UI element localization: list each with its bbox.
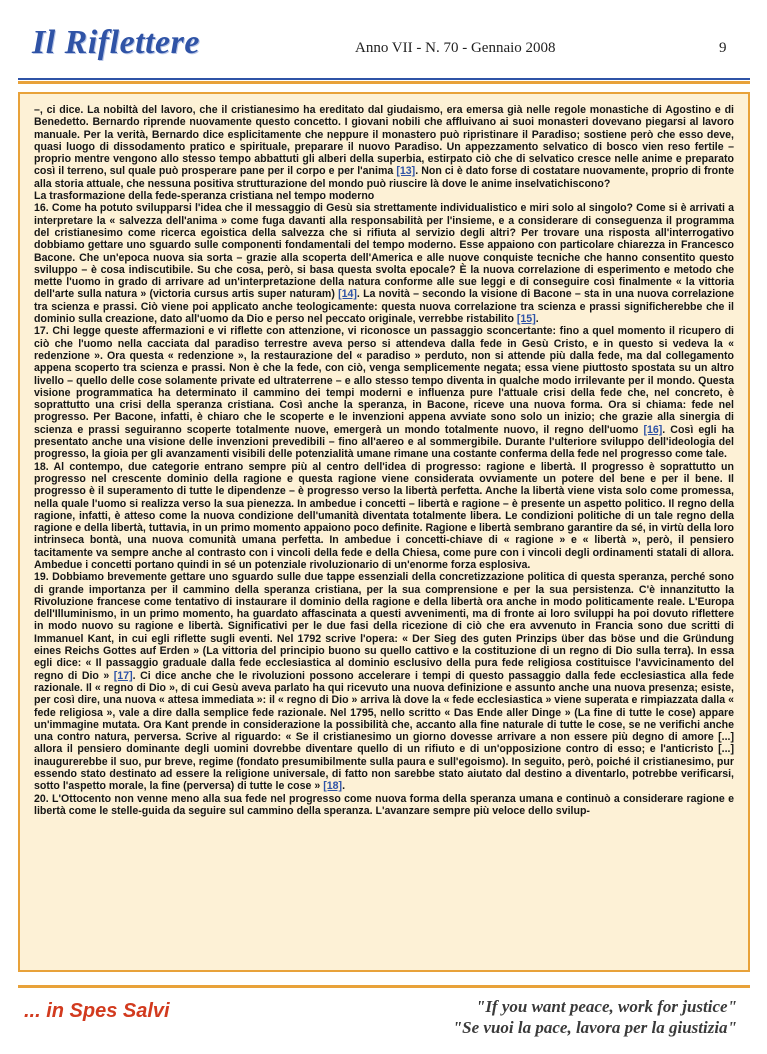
footnote-ref[interactable]: [15] [516,313,536,326]
issue-info: Anno VII - N. 70 - Gennaio 2008 [355,40,556,56]
article-paragraph: –, ci dice. La nobiltà del lavoro, che il cristianesimo ha ereditato dal giudaismo, era emersa già nelle regole monastiche di Agostino e di Benedetto. Bernardo riprende nuovamente questo concetto. I giovani nobili che affluivano ai suoi monasteri dovevano piegarsi al lavoro manuale. Per la verità, Bernardo dice esplicitamente che neppure il monastero può ripristinare il Paradiso; sostiene però che esso deve, quasi luogo di dissodamento pratico e spirituale, preparare il nuovo Paradiso. Un appezzamento selvatico di bosco vien reso fertile – proprio mentre vengono allo stesso tempo abbattuti gli alberi della superbia, estirpato ciò che di selvatico cresce nelle anime e preparato così il terreno, sul quale può prosperare pane per il corpo e per l'anima [13]. Non ci è dato forse di costatare nuovamente, proprio di fronte alla storia attuale, che nessuna positiva strutturazione del mondo può riuscire là dove le anime inselvatichiscono? [34,104,734,190]
article-paragraph: 18. Al contempo, due categorie entrano sempre più al centro dell'idea di progresso: ragione e libertà. Il progresso è soprattutto un progresso nel crescente dominio della ragione e questa ragione viene considerata ovviamente un potere del bene e per il bene. Il progresso è il superamento di tutte le dipendenze – è progresso verso la libertà perfetta. Anche la libertà viene vista solo come promessa, nella quale l'uomo si realizza verso la sua pienezza. In ambedue i concetti – libertà e ragione – è presente un aspetto politico. Il regno della ragione, infatti, è atteso come la nuova condizione dell'umanità diventata totalmente libera. Le condizioni politiche di un tale regno della ragione e della libertà, tuttavia, in un primo momento appaiono poco definite. Ragione e libertà sembrano garantire da sé, in virtù della loro intrinseca bontà, una nuova comunità umana perfetta. In ambedue i concetti-chiave di « ragione » e « libertà », però, il pensiero tacitamente va sempre anche al contrasto con i vincoli della fede e della Chiesa, come pure con i vincoli degli ordinamenti statali di allora. Ambedue i concetti portano quindi in sé un potenziale rivoluzionario di un'enorme forza esplosiva. [34,460,734,571]
footnote-ref[interactable]: [16] [643,423,663,436]
page-number: 9 [719,40,727,56]
footer-divider [18,985,750,988]
page-header [0,0,767,80]
article-paragraph: 20. L'Ottocento non venne meno alla sua fede nel progresso come nuova forma della speranza umana e continuò a considerare ragione e libertà come le stelle-guida da seguire sul cammino della speranza. L'avanzare sempre più veloce dello svilup- [34,792,734,817]
article-paragraph: 16. Come ha potuto svilupparsi l'idea che il messaggio di Gesù sia strettamente individualistico e miri solo al singolo? Come si è arrivati a interpretare la « salvezza dell'anima » come fuga davanti alla responsabilità per l'insieme, e a considerare di conseguenza il programma del cristianesimo come ricerca egoistica della salvezza che si rifiuta al servizio degli altri? Per trovare una risposta all'interrogativo dobbiamo gettare uno sguardo sulle componenti fondamentali del tempo moderno. Esse appaiono con particolare chiarezza in Francesco Bacone. Che un'epoca nuova sia sorta – grazie alla scoperta dell'America e alle nuove conquiste tecniche che hanno consentito questo sviluppo – è cosa indiscutibile. Su che cosa, però, si basa questa svolta epocale? È la nuova correlazione di esperimento e metodo che mette l'uomo in grado di arrivare ad un'interpretazione della natura conforme alle sue leggi e di conseguire così finalmente « la vittoria dell'arte sulla natura » (victoria cursus artis super naturam) [14]. La novità – secondo la visione di Bacone – sta in una nuova correlazione tra scienza e prassi. Ciò viene poi applicato anche teologicamente: questa nuova correlazione tra scienza e prassi significherebbe che il dominio sulla creazione, dato all'uomo da Dio e perso nel peccato originale, verrebbe ristabilito [15]. [34,202,734,326]
footnote-ref[interactable]: [13] [396,165,416,178]
footer-source: ... in Spes Salvi [24,1000,170,1022]
article-panel [18,92,750,972]
footnote-ref[interactable]: [17] [113,669,133,682]
article-body [34,104,734,817]
magazine-logo: Il Riflettere [32,24,200,61]
section-heading: La trasformazione della fede-speranza cristiana nel tempo moderno [34,190,375,203]
article-paragraph: 17. Chi legge queste affermazioni e vi riflette con attenzione, vi riconosce un passaggio sconcertante: fino a quel momento il ricupero di ciò che l'uomo nella cacciata dal paradiso terrestre aveva perso si attendeva dalla fede in Gesù Cristo, e in questo si vedeva la « redenzione ». Ora questa « redenzione », la restaurazione del « paradiso » perduto, non si attende più dalla fede, ma dal collegamento appena scoperto tra scienza e prassi. Non è che la fede, con ciò, venga semplicemente negata; essa viene piuttosto spostata su un altro livello – quello delle cose solamente private ed ultraterrene – e allo stesso tempo diventa in qualche modo irrilevante per il mondo. Questa visione programmatica ha determinato il cammino dei tempi moderni e influenza pure l'attuale crisi della fede che, nel concreto, è soprattutto una crisi della speranza cristiana. Così anche la speranza, in Bacone, riceve una nuova forma. Ora si chiama: fede nel progresso. Per Bacone, infatti, è chiaro che le scoperte e le invenzioni appena avviate sono solo un inizio; che grazie alla sinergia di scienza e prassi seguiranno scoperte totalmente nuove, emergerà un mondo totalmente nuovo, il regno dell'uomo [16]. Così egli ha presentato anche una visione delle invenzioni prevedibili – fino all'aereo e al sommergibile. Durante l'ulteriore sviluppo dell'ideologia del progresso, la gioia per gli avanzamenti visibili delle potenzialità umane rimane una costante conferma della fede nel progresso come tale. [34,325,735,461]
footer-motto [453,996,737,1038]
motto-italian: "Se vuoi la pace, lavora per la giustizia" [452,1018,737,1037]
article-paragraph: 19. Dobbiamo brevemente gettare uno sguardo sulle due tappe essenziali della concretizzazione politica di questa speranza, perché sono di grande importanza per il cammino della speranza cristiana, per la sua comprensione e per la sua persistenza. C'è innanzitutto la Rivoluzione francese come tentativo di instaurare il dominio della ragione e della libertà ora anche in modo politicamente reale. L'Europa dell'Illuminismo, in un primo momento, ha guardato affascinata a questi avvenimenti, ma di fronte ai loro sviluppi ha poi dovuto riflettere in modo nuovo su ragione e libertà. Significativi per le due fasi della ricezione di ciò che era avvenuto in Francia sono due scritti di Immanuel Kant, in cui egli riflette sugli eventi. Nel 1792 scrive l'opera: « Der Sieg des guten Prinzips über das böse und die Gründung eines Reichs Gottes auf Erden » (La vittoria del principio buono su quello cattivo e la costituzione di un regno di Dio sulla terra). In essa egli dice: « Il passaggio graduale dalla fede ecclesiastica al dominio esclusivo della pura fede religiosa costituisce l'avvicinamento del regno di Dio » [17]. Ci dice anche che le rivoluzioni possono accelerare i tempi di questo passaggio dalla fede ecclesiastica alla fede razionale. Il « regno di Dio », di cui Gesù aveva parlato ha qui ricevuto una nuova definizione e assunto anche una nuova presenza; esiste, per così dire, una nuova « attesa immediata »: il « regno di Dio » arriva là dove la « fede ecclesiastica » viene superata e rimpiazzata dalla « fede religiosa », vale a dire dalla semplice fede razionale. Nel 1795, nello scritto « Das Ende aller Dinge » (La fine di tutte le cose) appare un'immagine mutata. Ora Kant prende in considerazione la possibilità che, accanto alla fine naturale di tutte le cose, se ne verifichi anche una contro natura, perversa. Scrive al riguardo: « Se il cristianesimo un giorno dovesse arrivare a non essere più degno di amore [...] allora il pensiero dominante degli uomini dovrebbe diventare quello di un rifiuto e di un'opposizione contro di esso; e l'anticristo [...] inaugurerebbe il suo, pur breve, regime (fondato presumibilmente sulla paura e sull'egoismo). In seguito, però, poiché il cristianesimo, pur essendo stato destinato ad essere la religione universale, di fatto non sarebbe stato aiutato dal destino a diventarlo, potrebbe verificarsi, sotto l'aspetto morale, la fine (perversa) di tutte le cose » [18]. [34,571,734,793]
footnote-ref[interactable]: [18] [323,780,343,793]
motto-english: "If you want peace, work for justice" [475,997,737,1016]
footnote-ref[interactable]: [14] [338,288,357,301]
header-divider [18,78,750,84]
